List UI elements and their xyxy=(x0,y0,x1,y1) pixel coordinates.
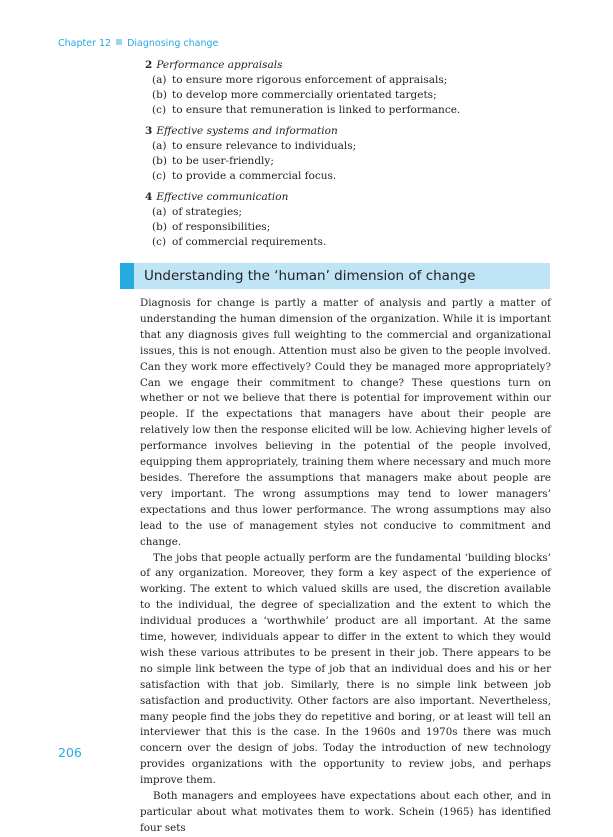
list-item xyxy=(145,103,555,118)
item-label: (c) xyxy=(152,170,167,182)
paragraph: Diagnosis for change is partly a matter of analysis and partly a matter of understanding the human dimension of the organization. While it is important that any diagnosis gives full weighting to the commercial and organizational issues, this is not enough. Attention must also be given to the people involved. Can they work more effectively? Could they be managed more appropriately? Can we engage their commitment to change? These questions turn on whether or not we believe that there is potential for improvement within our people. If the expectations that managers have about their people are relatively low then the response elicited will be low. Achieving higher levels of performance involves believing in the potential of the people involved, equipping them appropriately, training them where necessary and much more besides. Therefore the assumptions that managers make about people are very important. The wrong assumptions may tend to lower managers’ expectations and thus lower performance. The wrong assumptions may also lead to the use of management styles not conducive to commitment and change. xyxy=(140,297,551,548)
item-text: to ensure that remuneration is linked to performance. xyxy=(172,104,461,116)
numbered-lists xyxy=(145,58,555,256)
list-item xyxy=(145,88,555,103)
list-group-heading xyxy=(145,124,555,139)
list-number: 2 xyxy=(145,59,153,71)
item-text: of responsibilities; xyxy=(172,221,271,233)
list-group xyxy=(145,124,555,184)
item-text: to be user-friendly; xyxy=(172,155,274,167)
list-group xyxy=(145,58,555,118)
list-group-heading xyxy=(145,190,555,205)
list-number: 4 xyxy=(145,191,153,203)
list-group xyxy=(145,190,555,250)
item-text: of strategies; xyxy=(172,206,243,218)
list-title: Performance appraisals xyxy=(156,59,283,71)
paragraph: The jobs that people actually perform are the fundamental ‘building blocks’ of any organization. Moreover, they form a key aspect of the experience of working. The extent to which valued skills are used, the discretion available to the individual, the degree of specialization and the extent to which the individual produces a ‘worthwhile’ product are all important. At the same time, however, individuals appear to differ in the extent to which they would wish these various attributes to be present in their job. There appears to be no simple link between the type of job that an individual does and his or her satisfaction with that job. Similarly, there is no simple link between job satisfaction and productivity. Other factors are also important. Nevertheless, many people find the jobs they do repetitive and boring, or at least will tell an interviewer that this is the case. In the 1960s and 1970s there was much concern over the design of jobs. Today the introduction of new technology provides organizations with the opportunity to review jobs, and perhaps improve them. xyxy=(140,551,551,787)
item-text: to provide a commercial focus. xyxy=(172,170,337,182)
list-item xyxy=(145,205,555,220)
item-text: of commercial requirements. xyxy=(172,236,327,248)
list-title: Effective systems and information xyxy=(156,125,338,137)
item-label: (a) xyxy=(152,206,167,218)
list-item xyxy=(145,220,555,235)
item-label: (b) xyxy=(152,155,167,167)
chapter-label: Chapter 12 xyxy=(58,38,112,49)
list-item xyxy=(145,139,555,154)
list-item xyxy=(145,235,555,250)
list-item xyxy=(145,169,555,184)
section-heading-tab xyxy=(120,263,134,289)
item-label: (b) xyxy=(152,221,167,233)
item-label: (a) xyxy=(152,74,167,86)
list-group-heading xyxy=(145,58,555,73)
item-label: (b) xyxy=(152,89,167,101)
list-item xyxy=(145,154,555,169)
item-text: to develop more commercially orientated targets; xyxy=(172,89,437,101)
list-item xyxy=(145,73,555,88)
paragraph: Both managers and employees have expectations about each other, and in particular about what motivates them to work. Schein (1965) has identified four sets xyxy=(140,790,551,834)
chapter-title: Diagnosing change xyxy=(127,38,219,49)
list-title: Effective communication xyxy=(156,191,289,203)
item-label: (a) xyxy=(152,140,167,152)
page-number: 206 xyxy=(58,745,82,760)
square-separator-icon xyxy=(116,39,122,45)
item-label: (c) xyxy=(152,104,167,116)
item-label: (c) xyxy=(152,236,167,248)
running-head xyxy=(58,38,218,49)
section-heading: Understanding the ‘human’ dimension of change xyxy=(144,268,476,284)
body-text xyxy=(140,296,551,837)
list-number: 3 xyxy=(145,125,153,137)
item-text: to ensure more rigorous enforcement of appraisals; xyxy=(172,74,448,86)
item-text: to ensure relevance to individuals; xyxy=(172,140,357,152)
